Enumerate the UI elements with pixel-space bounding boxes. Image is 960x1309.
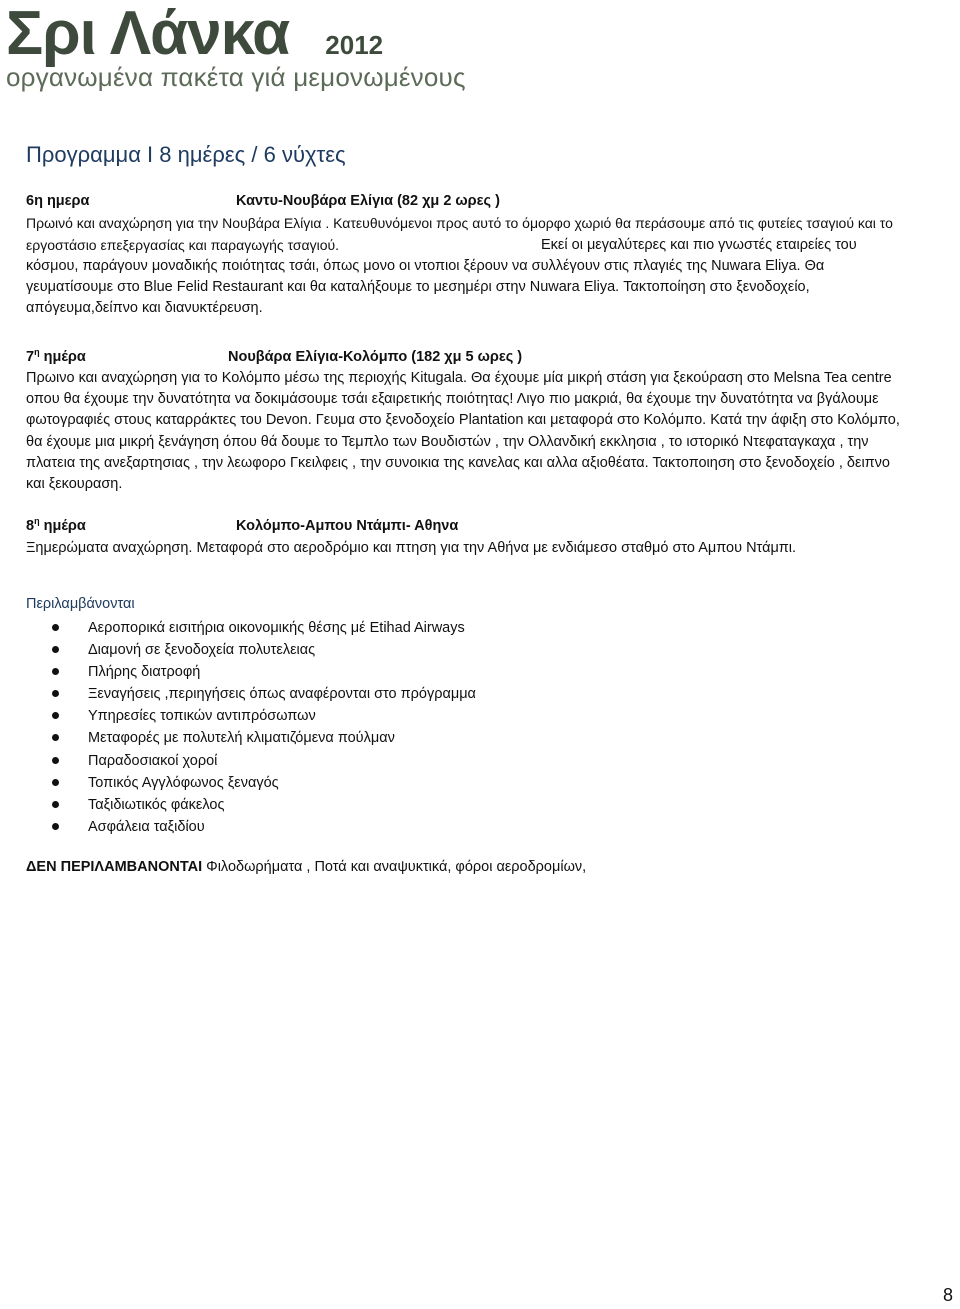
day-7-description: Πρωινο και αναχώρηση για το Κολόμπο μέσω της περιοχής Kitugala. Θα έχουμε μία μικρή στάση για ξεκούραση στο Melsna Tea centre οπου θα έχουμε την δυνατότητα να δοκιμάσουμε τσάι εξαιρετικής ποιότητας! Λιγο πιο μακριά, θα έχουμε την δυνατότητα να βγάλουμε φωτογραφιές στους καταρράκτες του Devon. Γευμα στο ξενοδοχείο Plantation και μεταφορά στο Κολόμπο. Κατά την άφιξη στο Κολόμπο, θα έχουμε μια μικρή ξενάγηση όπου θά δουμε το Τεμπλο των Βουδιστών , την Ολλανδική εκκλησια , το ιστορικό Ντεφαταγκαχα , την πλατεια της ανεξαρτησιας , την λεωφορο Γκειλφεις , την συνοικια της κανελας και αλλα αξιοθέατα. Τακτοποιηση στο ξενοδοχείο , δειπνο και ξεκουραση. [26, 369, 900, 493]
list-item-text: Πλήρης διατροφή [88, 664, 201, 681]
day-6-description: Εκεί οι μεγαλύτερες και πιο γνωστές εταιρείες του κόσμου, παράγουν μοναδικής ποιότητας τσάι, όπως μονο οι ντοπιοι ξέρουν να συλλέγουν στις πλαγιές της Nuwara Eliya. Θα γευματίσουμε στο Blue Felid Restaurant και θα καταλήξουμε το μεσημέρι στην Nuwara Eliya. Τακτοποίηση στο ξενοδοχείο, απόγευμα,δείπνο και διανυκτέρευση. [26, 236, 857, 317]
document-year: 2012 [325, 30, 384, 60]
list-item-text: Τοπικός Αγγλόφωνος ξεναγός [88, 774, 279, 791]
day-6-intro: Πρωινό και αναχώρηση για την Νουβάρα Ελίγια . Κατευθυνόμενοι προς αυτό το όμορφο χωριό θα περάσουμε από τις φυτείες τσαγιού και το εργοστάσιο επεξεργασίας και παραγωγής τσαγιού. [26, 215, 893, 253]
list-item [52, 727, 476, 749]
list-item-text: Διαμονή σε ξενοδοχεία πολυτελειας [88, 642, 316, 659]
list-item [52, 794, 476, 816]
day-7-section [26, 342, 906, 496]
list-item [52, 705, 476, 727]
bullet-icon [52, 624, 59, 631]
list-item [52, 661, 476, 683]
list-item [52, 750, 476, 772]
day-7-heading [26, 342, 906, 368]
day-8-section [26, 511, 906, 559]
includes-list [52, 617, 476, 838]
bullet-icon [52, 668, 59, 675]
day-6-route: Καντυ-Νουβάρα Ελίγια (82 χμ 2 ωρες ) [236, 193, 500, 209]
bullet-icon [52, 646, 59, 653]
program-heading: Προγραμμα Ι 8 ημέρες / 6 νύχτες [26, 142, 346, 167]
bullet-icon [52, 734, 59, 741]
day-6-label: 6η ημερα [26, 193, 90, 209]
list-item-text: Μεταφορές με πολυτελή κλιματιζόμενα πούλμαν [88, 730, 395, 747]
bullet-icon [52, 823, 59, 830]
day-8-heading [26, 511, 906, 537]
list-item-text: Αεροπορικά εισιτήρια οικονομικής θέσης μέ Etihad Airways [88, 620, 465, 636]
day-6-heading [26, 191, 906, 212]
page-number: 8 [943, 1285, 954, 1305]
day-7-label [26, 342, 228, 368]
document-subtitle: οργανωμένα πακέτα γιά μεμονωμένους [6, 62, 466, 92]
list-item [52, 617, 476, 639]
day-8-description: Ξημερώματα αναχώρηση. Μεταφορά στο αεροδρόμιο και πτηση για την Αθήνα με ενδιάμεσο σταθμό στο Αμπου Ντάμπι. [26, 539, 797, 556]
bullet-icon [52, 757, 59, 764]
day-8-word: ημέρα [43, 517, 86, 534]
list-item-text: Υπηρεσίες τοπικών αντιπρόσωπων [88, 708, 316, 725]
list-item [52, 639, 476, 661]
bullet-icon [52, 690, 59, 697]
list-item-text: Ταξιδιωτικός φάκελος [88, 796, 225, 813]
document-title: Σρι Λάνκα [6, 0, 290, 68]
day-7-word: ημέρα [43, 348, 86, 365]
excluded-text: Φιλοδωρήματα , Ποτά και αναψυκτικά, φόροι αεροδρομίων, [202, 859, 587, 875]
bullet-icon [52, 712, 59, 719]
excluded-label: ΔΕΝ ΠΕΡΙΛΑΜΒΑΝΟΝΤΑΙ [26, 859, 203, 875]
day-7-superscript: η [34, 347, 40, 357]
title-line [6, 0, 466, 68]
document-header [6, 0, 466, 93]
list-item-text: Ασφάλεια ταξιδίου [88, 818, 205, 835]
day-8-superscript: η [34, 516, 40, 526]
includes-title: Περιλαμβάνονται [26, 596, 135, 612]
excluded-section [26, 859, 586, 875]
day-7-route: Νουβάρα Ελίγια-Κολόμπο (182 χμ 5 ωρες ) [228, 348, 523, 365]
bullet-icon [52, 779, 59, 786]
list-item-text: Ξεναγήσεις ,περιηγήσεις όπως αναφέρονται στο πρόγραμμα [88, 686, 476, 703]
list-item-text: Παραδοσιακοί χοροί [88, 752, 218, 769]
list-item [52, 816, 476, 838]
bullet-icon [52, 801, 59, 808]
list-item [52, 772, 476, 794]
day-6-section [26, 191, 906, 320]
day-8-label [26, 511, 236, 537]
day-7-number: 7 [26, 348, 35, 365]
day-8-route: Κολόμπο-Αμπου Ντάμπι- Αθηνα [236, 517, 459, 534]
list-item [52, 683, 476, 705]
day-8-number: 8 [26, 517, 35, 534]
